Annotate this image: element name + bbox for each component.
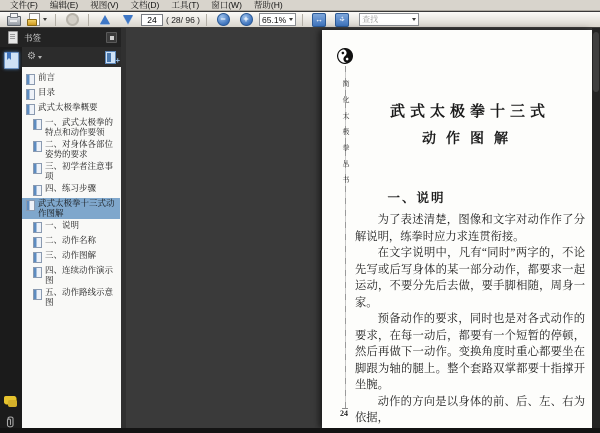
print-button[interactable]: [4, 12, 24, 28]
zoom-level-select[interactable]: [259, 13, 296, 26]
toolbar-separator: [55, 14, 56, 26]
fullscreen-icon: [335, 13, 349, 27]
bottom-edge-bar: [0, 428, 600, 433]
bookmark-label: 前言: [38, 72, 56, 82]
menu-item[interactable]: 编辑(E): [49, 0, 79, 10]
bookmark-icon: [33, 119, 42, 130]
bookmarks-panel-header: [0, 28, 121, 47]
scrollbar-thumb[interactable]: [593, 32, 599, 92]
bookmark-label: 武式太极拳概要: [38, 102, 98, 112]
zoom-in-icon: [240, 13, 253, 26]
bookmark-icon: [26, 89, 35, 100]
page-number-label: 24: [340, 409, 348, 418]
bookmark-icon: [26, 74, 35, 85]
bookmark-item[interactable]: [22, 102, 120, 116]
bookmark-item[interactable]: [22, 161, 120, 182]
bookmark-item[interactable]: [22, 183, 120, 197]
document-title-line1: 武式太极拳十三式: [389, 104, 550, 120]
yinyang-logo-icon: [337, 48, 353, 64]
menu-bar: [0, 0, 600, 11]
zoom-level-value: 65.1%: [262, 14, 287, 25]
email-button[interactable]: [27, 12, 49, 28]
series-title-vertical: 简化太极拳丛书: [342, 80, 350, 192]
zoom-out-button[interactable]: [213, 12, 233, 28]
bookmark-item[interactable]: [22, 287, 120, 308]
bookmark-item[interactable]: [22, 139, 120, 160]
menu-item[interactable]: 窗口(W): [211, 0, 242, 10]
fullscreen-button[interactable]: [332, 12, 352, 28]
menu-item[interactable]: 帮助(H): [253, 0, 283, 10]
zoom-in-button[interactable]: [236, 12, 256, 28]
bookmark-label: 二、动作名称: [45, 235, 97, 245]
chevron-down-icon: [289, 18, 293, 21]
body-text: [355, 212, 585, 427]
bookmark-label: 目录: [38, 87, 56, 97]
next-page-button[interactable]: [118, 12, 138, 28]
menu-item[interactable]: 视图(V): [90, 0, 119, 10]
printer-icon: [7, 16, 21, 26]
paragraph: 在文字说明中，凡有“同时”两字的，不论先写或后写身体的某一部分动作，都要求一起运动，不要分先后去做，要手脚相随，周身一家。: [355, 247, 585, 309]
navigation-pane-strip: [0, 47, 22, 428]
panel-splitter[interactable]: [121, 28, 126, 428]
bookmark-icon: [33, 289, 42, 300]
menu-item[interactable]: 文件(F): [10, 0, 38, 10]
hide-panel-button[interactable]: [106, 32, 117, 43]
bookmark-icon: [33, 222, 42, 233]
bookmark-label: 三、动作图解: [45, 250, 97, 260]
bookmark-label: 五、动作路线示意图: [45, 287, 114, 307]
previous-page-button[interactable]: [95, 12, 115, 28]
bookmark-icon: [33, 237, 42, 248]
bookmarks-options-button[interactable]: [27, 52, 42, 62]
chevron-down-icon[interactable]: [412, 18, 416, 21]
toolbar-separator: [302, 14, 303, 26]
bookmark-icon: [33, 185, 42, 196]
bookmark-label: 一、说明: [45, 220, 80, 230]
bookmark-label: 四、连续动作演示图: [45, 265, 114, 285]
bookmark-icon: [33, 141, 42, 152]
bookmark-icon: [33, 163, 42, 174]
bookmark-item[interactable]: [22, 220, 120, 234]
bookmark-label: 一、武式太极拳的特点和动作要领: [45, 117, 114, 137]
up-arrow-icon: [100, 15, 110, 24]
bookmark-label: 三、初学者注意事项: [45, 161, 114, 181]
toolbar-separator: [88, 14, 89, 26]
bookmark-icon: [33, 252, 42, 263]
paragraph: 动作的方向是以身体的前、后、左、右为依据，: [355, 395, 585, 424]
down-arrow-icon: [123, 15, 133, 24]
page-count-label: ( 28/ 96 ): [166, 14, 201, 25]
pdf-page: [322, 30, 592, 428]
toolbar-separator: [206, 14, 207, 26]
paragraph: 为了表述清楚，图像和文字对动作作了分解说明，练拳时应力求连贯衔接。: [355, 214, 585, 243]
bookmark-list: [22, 67, 121, 428]
bookmarks-tab-icon[interactable]: [4, 52, 19, 69]
bookmark-item[interactable]: [22, 235, 120, 249]
bookmark-label: 武式太极拳十三式动作图解: [38, 198, 115, 218]
find-input[interactable]: [362, 15, 410, 24]
menu-item[interactable]: 工具(T): [171, 0, 200, 10]
bookmark-item[interactable]: [22, 72, 120, 86]
chevron-down-icon: [38, 56, 42, 59]
fit-width-button[interactable]: [309, 12, 329, 28]
chevron-down-icon: [43, 18, 47, 21]
bookmark-item[interactable]: [22, 198, 120, 219]
comments-icon[interactable]: [4, 396, 16, 404]
find-box: [359, 13, 419, 26]
document-title-line2: 动作图解: [422, 132, 518, 147]
collaborate-icon: [66, 13, 79, 26]
bookmark-label: 二、对身体各部位姿势的要求: [45, 139, 114, 159]
paragraph: 预备动作的要求，同时也是对各式动作的要求，在每一动后，都要有一个短暂的停顿，然后再做下一动作。变换角度时重心都要坐在脚跟为轴的腿上。整个套路双掌都要十指撑开坐腕。: [355, 313, 585, 391]
collaborate-button-disabled: [62, 12, 82, 28]
bookmark-icon: [26, 200, 35, 211]
bookmarks-toolbar: [22, 47, 121, 67]
section-heading: 一、说明: [387, 191, 446, 205]
zoom-out-icon: [217, 13, 230, 26]
bookmark-item[interactable]: [22, 250, 120, 264]
bookmarks-panel-title: 书签: [24, 32, 42, 43]
menu-item[interactable]: 文档(D): [130, 0, 160, 10]
vertical-scrollbar: [592, 28, 600, 428]
bookmark-item[interactable]: [22, 117, 120, 138]
toolbar: [0, 12, 600, 28]
bookmark-icon: [33, 267, 42, 278]
bookmark-icon: [26, 104, 35, 115]
fit-width-icon: [312, 13, 326, 27]
pages-panel-icon[interactable]: [8, 31, 18, 44]
page-number-input[interactable]: [141, 14, 163, 26]
bookmark-item[interactable]: [22, 265, 120, 286]
email-icon: [29, 13, 40, 26]
bookmark-label: 四、练习步骤: [45, 183, 97, 193]
gear-icon: [27, 52, 36, 62]
new-bookmark-button[interactable]: [105, 51, 116, 64]
bookmark-item[interactable]: [22, 87, 120, 101]
